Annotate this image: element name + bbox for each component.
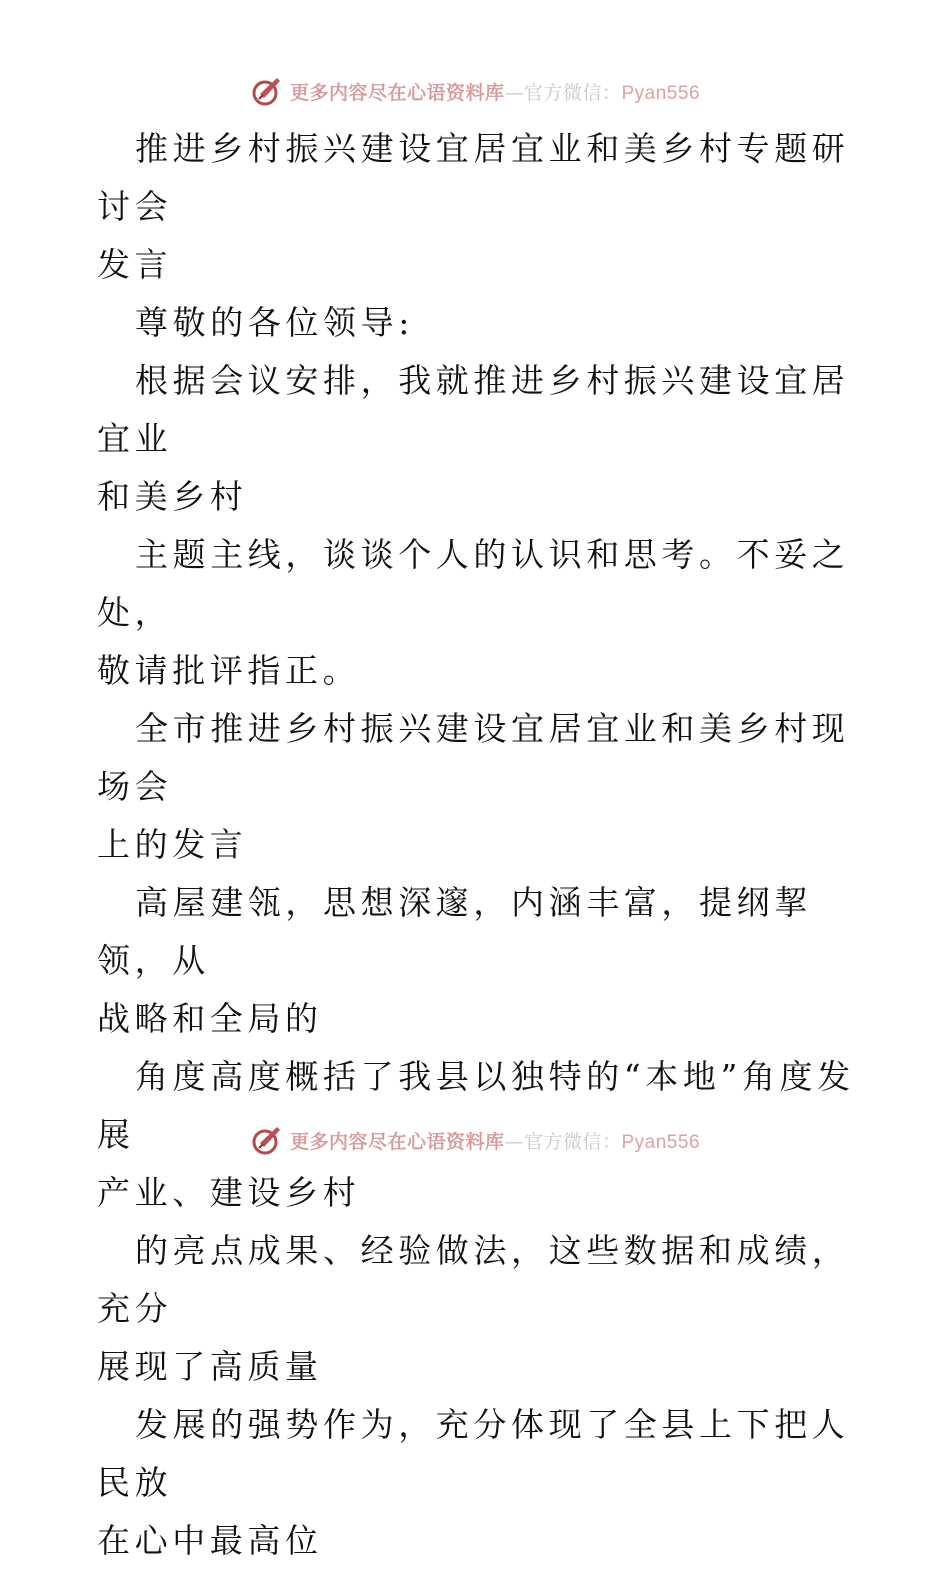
- paragraph-line: 尊敬的各位领导:: [135, 303, 414, 342]
- watermark-main-text: 更多内容尽在心语资料库: [289, 81, 505, 104]
- paragraph: [97, 352, 857, 526]
- paragraph: [97, 1396, 857, 1570]
- footer-watermark: [0, 1120, 950, 1160]
- paragraph-salutation: [97, 294, 857, 352]
- paragraph-line-continued: 战略和全局的: [97, 999, 323, 1038]
- paragraph: [97, 1222, 857, 1396]
- paragraph-line: 高屋建瓴，思想深邃，内涵丰富，提纲挈领，从: [97, 883, 812, 980]
- quill-pen-logo-icon: [250, 1123, 284, 1157]
- paragraph-line-continued: 发言: [97, 245, 173, 284]
- watermark-main-text: 更多内容尽在心语资料库: [289, 1130, 505, 1153]
- paragraph-line: 的亮点成果、经验做法，这些数据和成绩，充分: [97, 1231, 850, 1328]
- paragraph-line-continued: 在心中最高位: [97, 1521, 323, 1560]
- header-watermark: [0, 71, 950, 111]
- watermark-official-label: 官方微信：: [523, 1130, 622, 1153]
- document-body: [97, 120, 857, 1570]
- watermark-official-label: 官方微信：: [523, 81, 622, 104]
- paragraph: [97, 700, 857, 874]
- paragraph-line-continued: 和美乡村: [97, 477, 248, 516]
- watermark-wechat-id: Pyan556: [621, 1131, 701, 1153]
- paragraph-line-continued: 产业、建设乡村: [97, 1173, 361, 1212]
- watermark-dash: —: [504, 81, 524, 104]
- paragraph-line: 推进乡村振兴建设宜居宜业和美乡村专题研讨会: [97, 129, 850, 226]
- paragraph: [97, 874, 857, 1048]
- paragraph-line: 发展的强势作为，充分体现了全县上下把人民放: [97, 1405, 850, 1502]
- watermark-wechat-id: Pyan556: [621, 82, 701, 104]
- paragraph: [97, 526, 857, 700]
- paragraph-line-continued: 上的发言: [97, 825, 248, 864]
- paragraph-line-continued: 展现了高质量: [97, 1347, 323, 1386]
- paragraph-line: 角度高度概括了我县以独特的“本地”角度发展: [97, 1057, 855, 1154]
- watermark-dash: —: [504, 1130, 524, 1153]
- paragraph-line: 根据会议安排，我就推进乡村振兴建设宜居宜业: [97, 361, 850, 458]
- paragraph-title: [97, 120, 857, 294]
- paragraph-line: 主题主线，谈谈个人的认识和思考。不妥之处，: [97, 535, 850, 632]
- paragraph-line: 全市推进乡村振兴建设宜居宜业和美乡村现场会: [97, 709, 850, 806]
- quill-pen-logo-icon: [250, 74, 284, 108]
- paragraph-line-continued: 敬请批评指正。: [97, 651, 361, 690]
